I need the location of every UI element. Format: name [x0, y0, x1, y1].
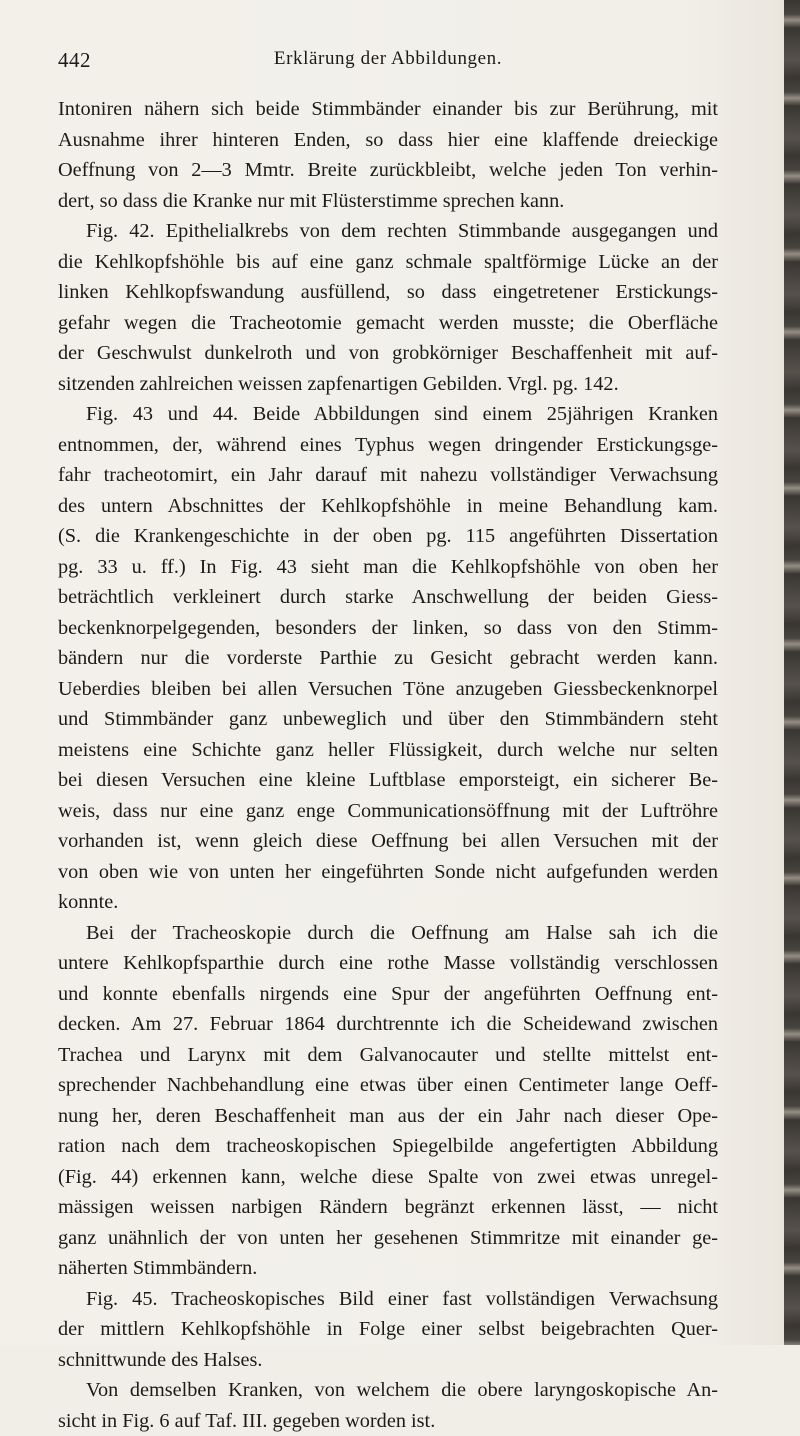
text-line: der Geschwulst dunkelroth und von grobkörniger Beschaffenheit mit auf-	[58, 338, 718, 369]
text-line: schnittwunde des Halses.	[58, 1345, 718, 1376]
paragraph	[58, 216, 718, 399]
text-line: Fig. 42. Epithelialkrebs von dem rechten Stimmbande ausgegangen und	[58, 216, 718, 247]
text-line: decken. Am 27. Februar 1864 durchtrennte ich die Scheidewand zwischen	[58, 1009, 718, 1040]
text-line: Intoniren nähern sich beide Stimmbänder einander bis zur Berührung, mit	[58, 94, 718, 125]
text-line: vorhanden ist, wenn gleich diese Oeffnung bei allen Versuchen mit der	[58, 826, 718, 857]
text-line: Von demselben Kranken, von welchem die obere laryngoskopische An-	[58, 1375, 718, 1406]
text-line: Fig. 43 und 44. Beide Abbildungen sind einem 25jährigen Kranken	[58, 399, 718, 430]
text-line: Ausnahme ihrer hinteren Enden, so dass hier eine klaffende dreieckige	[58, 125, 718, 156]
text-line: Bei der Tracheoskopie durch die Oeffnung am Halse sah ich die	[58, 918, 718, 949]
text-line: Ueberdies bleiben bei allen Versuchen Töne anzugeben Giessbeckenknorpel	[58, 674, 718, 705]
text-line: entnommen, der, während eines Typhus wegen dringender Erstickungsge-	[58, 430, 718, 461]
page-edge-shadow	[784, 0, 800, 1345]
running-title: Erklärung der Abbildungen.	[58, 48, 718, 70]
text-line: weis, dass nur eine ganz enge Communicationsöffnung mit der Luftröhre	[58, 796, 718, 827]
text-line: näherten Stimmbändern.	[58, 1253, 718, 1284]
text-line: sitzenden zahlreichen weissen zapfenartigen Gebilden. Vrgl. pg. 142.	[58, 369, 718, 400]
page-header	[58, 48, 718, 84]
paragraph	[58, 399, 718, 918]
text-line: der mittlern Kehlkopfshöhle in Folge einer selbst beigebrachten Quer-	[58, 1314, 718, 1345]
text-line: untere Kehlkopfsparthie durch eine rothe Masse vollständig verschlossen	[58, 948, 718, 979]
text-line: sicht in Fig. 6 auf Taf. III. gegeben worden ist.	[58, 1406, 718, 1436]
paragraph	[58, 918, 718, 1284]
page-number: 442	[58, 48, 91, 73]
text-line: gefahr wegen die Tracheotomie gemacht werden musste; die Oberfläche	[58, 308, 718, 339]
text-line: (Fig. 44) erkennen kann, welche diese Spalte von zwei etwas unregel-	[58, 1162, 718, 1193]
text-line: bändern nur die vorderste Parthie zu Gesicht gebracht werden kann.	[58, 643, 718, 674]
text-line: und konnte ebenfalls nirgends eine Spur der angeführten Oeffnung ent-	[58, 979, 718, 1010]
text-line: pg. 33 u. ff.) In Fig. 43 sieht man die Kehlkopfshöhle von oben her	[58, 552, 718, 583]
paragraph	[58, 94, 718, 216]
text-line: beckenknorpelgegenden, besonders der linken, so dass von den Stimm-	[58, 613, 718, 644]
text-line: Trachea und Larynx mit dem Galvanocauter und stellte mittelst ent-	[58, 1040, 718, 1071]
text-line: des untern Abschnittes der Kehlkopfshöhle in meine Behandlung kam.	[58, 491, 718, 522]
text-line: beträchtlich verkleinert durch starke Anschwellung der beiden Giess-	[58, 582, 718, 613]
text-line: dert, so dass die Kranke nur mit Flüsterstimme sprechen kann.	[58, 186, 718, 217]
text-line: und Stimmbänder ganz unbeweglich und über den Stimmbändern steht	[58, 704, 718, 735]
paragraph	[58, 1375, 718, 1436]
text-line: ration nach dem tracheoskopischen Spiegelbilde angefertigten Abbildung	[58, 1131, 718, 1162]
body-text	[58, 94, 718, 1436]
text-line: konnte.	[58, 887, 718, 918]
text-line: bei diesen Versuchen eine kleine Luftblase emporsteigt, ein sicherer Be-	[58, 765, 718, 796]
text-line: nung her, deren Beschaffenheit man aus der ein Jahr nach dieser Ope-	[58, 1101, 718, 1132]
text-line: (S. die Krankengeschichte in der oben pg. 115 angeführten Dissertation	[58, 521, 718, 552]
text-line: ganz unähnlich der von unten her gesehenen Stimmritze mit einander ge-	[58, 1223, 718, 1254]
text-line: die Kehlkopfshöhle bis auf eine ganz schmale spaltförmige Lücke an der	[58, 247, 718, 278]
text-line: Fig. 45. Tracheoskopisches Bild einer fast vollständigen Verwachsung	[58, 1284, 718, 1315]
text-line: linken Kehlkopfswandung ausfüllend, so dass eingetretener Erstickungs-	[58, 277, 718, 308]
text-line: mässigen weissen narbigen Rändern begränzt erkennen lässt, — nicht	[58, 1192, 718, 1223]
text-line: fahr tracheotomirt, ein Jahr darauf mit nahezu vollständiger Verwachsung	[58, 460, 718, 491]
text-line: sprechender Nachbehandlung eine etwas über einen Centimeter lange Oeff-	[58, 1070, 718, 1101]
paragraph	[58, 1284, 718, 1376]
text-line: von oben wie von unten her eingeführten Sonde nicht aufgefunden werden	[58, 857, 718, 888]
text-line: Oeffnung von 2—3 Mmtr. Breite zurückbleibt, welche jeden Ton verhin-	[58, 155, 718, 186]
text-line: meistens eine Schichte ganz heller Flüssigkeit, durch welche nur selten	[58, 735, 718, 766]
